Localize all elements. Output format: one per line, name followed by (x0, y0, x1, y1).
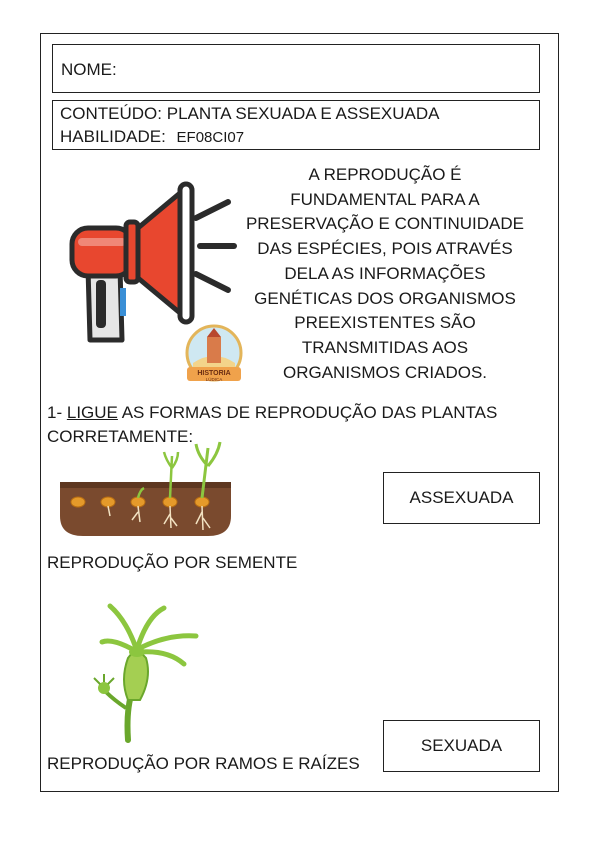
question-text: AS FORMAS DE REPRODUÇÃO DAS PLANTAS (121, 403, 498, 422)
svg-text:LÚDICA: LÚDICA (205, 377, 223, 382)
question-number: 1- (47, 403, 63, 422)
option-assexuada: ASSEXUADA (409, 488, 514, 507)
item-branch-label: REPRODUÇÃO POR RAMOS E RAÍZES (47, 754, 360, 773)
historia-ludica-logo (183, 323, 245, 385)
intro-line: PRESERVAÇÃO E CONTINUIDADE (245, 214, 525, 234)
intro-line: DELA AS INFORMAÇÕES (284, 263, 486, 283)
intro-line: ORGANISMOS CRIADOS. (282, 362, 488, 382)
item-seed-label: REPRODUÇÃO POR SEMENTE (47, 553, 298, 572)
skill-label: HABILIDADE: (60, 127, 166, 146)
hydra-like-branch-image (88, 600, 203, 740)
intro-line: FUNDAMENTAL PARA A (290, 189, 480, 209)
germinating-seeds-image (58, 438, 233, 538)
svg-text:HISTORIA: HISTORIA (197, 370, 231, 377)
question-line-2: CORRETAMENTE: (47, 427, 194, 446)
skill-value: EF08CI07 (176, 129, 245, 146)
skill-line (60, 127, 244, 147)
option-sexuada-box[interactable] (383, 720, 540, 772)
intro-paragraph (240, 163, 530, 385)
intro-line: DAS ESPÉCIES, POIS ATRAVÉS (257, 239, 513, 259)
intro-line: GENÉTICAS DOS ORGANISMOS (254, 288, 516, 308)
intro-line: A REPRODUÇÃO É (308, 165, 462, 184)
content-line (60, 104, 439, 124)
intro-line: PREEXISTENTES SÃO (294, 313, 476, 333)
intro-line: TRANSMITIDAS AOS (301, 337, 469, 357)
content-value: PLANTA SEXUADA E ASSEXUADA (166, 104, 440, 123)
question-line-1 (47, 403, 497, 423)
content-label: CONTEÚDO: (60, 104, 162, 123)
option-sexuada: SEXUADA (420, 736, 503, 755)
name-label: NOME: (61, 60, 117, 79)
name-box[interactable] (52, 44, 540, 93)
question-verb: LIGUE (66, 403, 118, 422)
option-assexuada-box[interactable] (383, 472, 540, 524)
